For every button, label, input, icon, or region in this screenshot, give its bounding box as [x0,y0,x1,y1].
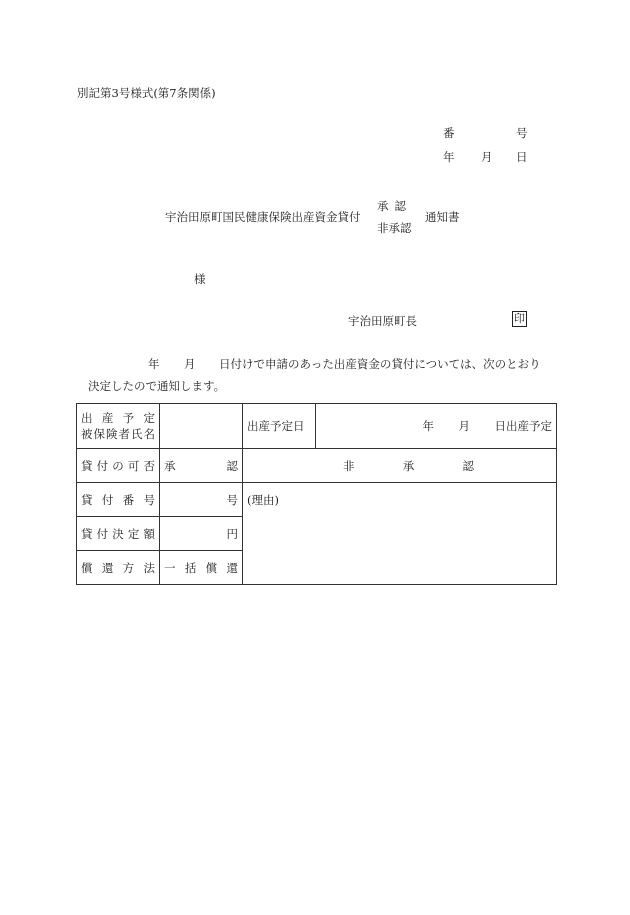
insured-label-line2: 被保険者氏名 [81,427,155,441]
repayment-value: 一括償還 [160,551,243,585]
due-date-label: 出産予定日 [243,404,316,449]
due-date-parts [320,418,552,434]
approval-label: 貸付の可否 [77,449,160,483]
reason-label: (理由) [247,493,279,507]
due-date-month: 月 [458,419,470,433]
denied-option-cell[interactable] [243,449,557,483]
insured-name-label [77,404,160,449]
table-row [77,449,557,483]
body-year: 年 [148,357,160,371]
loan-amount-field[interactable]: 円 [160,517,243,551]
title-approve-option: 承認 [377,199,412,213]
denied-option[interactable]: 非承認 [343,458,474,473]
issuer-name: 宇治田原町長 [348,314,417,328]
loan-amount-label: 貸付決定額 [77,517,160,551]
document-number-suffix: 号 [516,126,528,140]
due-date-year: 年 [422,419,434,433]
document-number-label: 番 [443,126,455,140]
reason-field[interactable] [243,483,557,585]
issue-date-month: 月 [481,150,493,164]
loan-number-label: 貸付番号 [77,483,160,517]
repayment-label: 償還方法 [77,551,160,585]
approved-option[interactable]: 承認 [160,449,243,483]
title-deny-option: 非承認 [377,221,412,235]
insured-label-line1: 出産予定 [81,411,155,425]
body-text-line1: 日付けで申請のあった出産資金の貸付については、次のとおり [219,357,541,371]
loan-decision-table [76,403,557,585]
insured-name-field[interactable] [160,404,243,449]
due-date-day-suffix: 日出産予定 [494,419,552,433]
table-row [77,483,557,517]
due-date-field[interactable] [316,404,557,449]
document-title: 宇治田原町国民健康保険出産資金貸付 [165,210,361,224]
form-reference: 別記第3号様式(第7条関係) [77,86,216,100]
seal-mark: 印 [514,312,525,325]
body-text-line2: 決定したので通知します。 [88,379,226,393]
loan-number-field[interactable]: 号 [160,483,243,517]
issue-date-day: 日 [516,150,528,164]
body-month: 月 [184,357,196,371]
table-row [77,404,557,449]
addressee-honorific: 様 [194,272,206,286]
title-suffix: 通知書 [425,210,460,224]
issue-date-year: 年 [443,150,455,164]
